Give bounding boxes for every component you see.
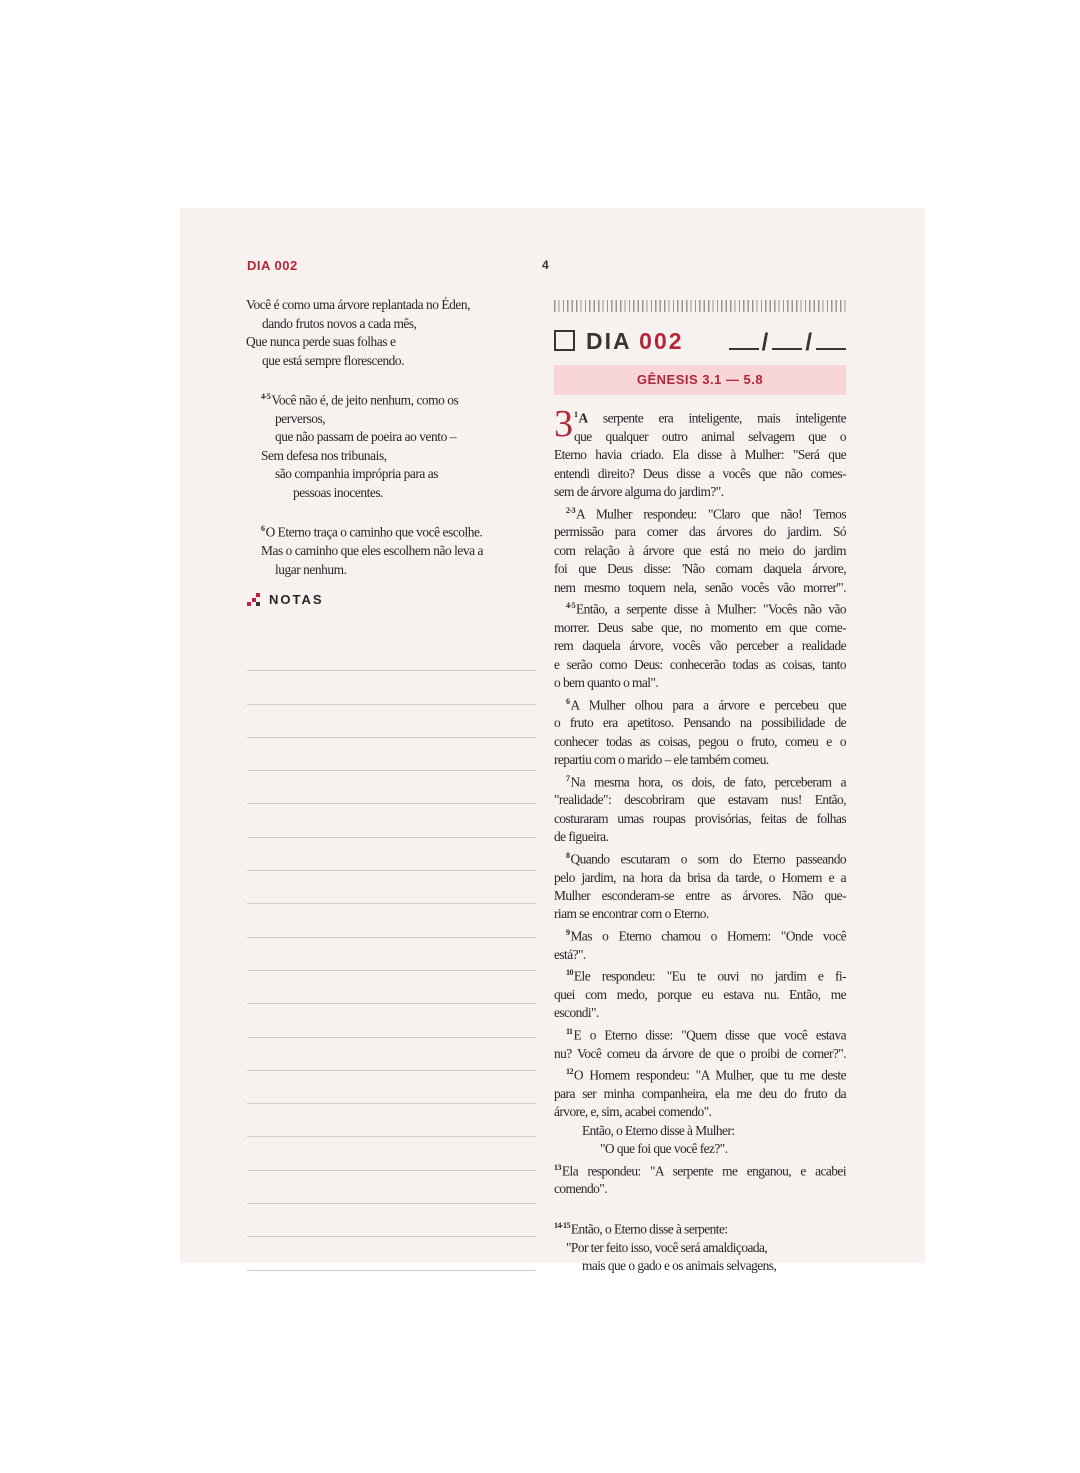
book-page — [180, 208, 925, 1274]
verse-number: 12 — [566, 1067, 573, 1077]
date-separator: / — [805, 329, 813, 356]
text-line — [554, 751, 846, 769]
verse-text: morrer. Deus sabe que, no momento em que come- — [554, 619, 846, 635]
verse-number: 13 — [554, 1162, 561, 1172]
verse-text: e serão como Deus: conhecerão todas as coisas, tanto — [554, 656, 846, 672]
date-year-blank[interactable] — [816, 326, 846, 350]
running-head: DIA 002 — [247, 258, 298, 273]
text-line — [554, 619, 846, 637]
verse-text: com relação à árvore que está no meio do jardim — [554, 542, 846, 558]
text-line — [554, 887, 846, 905]
pixel-squares-icon — [247, 593, 261, 607]
text-line — [554, 428, 846, 446]
note-line[interactable] — [247, 938, 536, 971]
verse-text: riam se encontrar com o Eterno. — [554, 906, 709, 922]
date-field — [729, 326, 846, 358]
note-line[interactable] — [247, 904, 536, 937]
verse-text: rem daquela árvore, vocês vão perceber a realidade — [554, 638, 846, 654]
verse-text: permissão para comer das árvores do jardim. Só — [554, 524, 846, 540]
verse-text: costuraram umas roupas provisórias, feitas de folhas — [554, 810, 846, 826]
text-line — [554, 637, 846, 655]
genesis-text — [554, 403, 846, 1276]
notes-lines[interactable] — [247, 638, 536, 1271]
text-line — [554, 560, 846, 578]
verse-text: sem de árvore alguma do jardim?". — [554, 484, 724, 500]
verse-line: Que nunca perde suas folhas e — [246, 334, 396, 349]
text-line — [554, 1063, 846, 1085]
verse-text: Então, a serpente disse à Mulher: "Vocês não vão — [576, 601, 846, 617]
reading-reference: GÊNESIS 3.1 — 5.8 — [554, 365, 846, 395]
verse-line — [261, 388, 536, 410]
verse-text: nem mesmo toquem nela, senão vocês vão morrer'". — [554, 579, 846, 595]
verse-number: 2-3 — [566, 505, 576, 515]
verse-number: 11 — [566, 1026, 573, 1036]
verse-text: Na mesma hora, os dois, de fato, perceberam a — [570, 774, 846, 790]
ruler-decoration — [554, 300, 846, 312]
verse-text: nu? Você comeu da árvore de que o proibi de comer?". — [554, 1045, 846, 1061]
text-line — [554, 714, 846, 732]
verse-text: árvore, e, sim, acabei comendo". — [554, 1104, 712, 1120]
note-line[interactable] — [247, 1071, 536, 1104]
verse-line: Mas o caminho que eles escolhem não leva a — [261, 543, 484, 559]
text-line — [554, 1180, 846, 1198]
page-number: 4 — [542, 258, 549, 272]
text-line — [554, 502, 846, 524]
text-line — [554, 847, 846, 869]
verse-number: 14-15 — [554, 1220, 570, 1230]
stanza-1 — [246, 296, 536, 370]
verse-number: 1 — [574, 410, 578, 419]
verse-line — [261, 520, 536, 542]
verse-text: "Por ter feito isso, você será amaldiçoada, — [566, 1239, 768, 1255]
verse-text: A Mulher respondeu: "Claro que não! Temos — [576, 505, 846, 521]
text-line — [554, 924, 846, 946]
text-line — [554, 597, 846, 619]
date-day-blank[interactable] — [729, 326, 759, 350]
note-line[interactable] — [247, 1104, 536, 1137]
text-line — [554, 542, 846, 560]
verse-text: pelo jardim, na hora da brisa da tarde, o Homem e a — [554, 869, 846, 885]
text-line — [554, 1004, 846, 1022]
note-line[interactable] — [247, 838, 536, 871]
note-line[interactable] — [247, 804, 536, 837]
verse-line: perversos, — [275, 410, 326, 426]
verse-text: quei com medo, porque eu estava nu. Então, me — [554, 986, 846, 1002]
stanza-2 — [246, 388, 536, 502]
day-number: 002 — [639, 328, 684, 354]
text-line — [554, 946, 846, 964]
note-line[interactable] — [247, 638, 536, 671]
text-line — [554, 869, 846, 887]
verse-number: 7 — [566, 773, 570, 783]
verse-line: dando frutos novos a cada mês, — [262, 315, 417, 331]
day-word: DIA — [586, 328, 631, 354]
verse-text: Quando escutaram o som do Eterno passeando — [570, 851, 846, 867]
note-line[interactable] — [247, 738, 536, 771]
verse-line: que não passam de poeira ao vento – — [275, 429, 456, 445]
text-line — [554, 674, 846, 692]
verse-text: comendo". — [554, 1181, 607, 1197]
verse-text: o bem quanto o mal". — [554, 675, 659, 691]
notes-title: NOTAS — [269, 592, 324, 607]
text-line — [554, 828, 846, 846]
day-complete-checkbox[interactable] — [554, 330, 575, 351]
psalm-text — [246, 296, 536, 579]
text-line — [554, 656, 846, 674]
verse-number: 4-5 — [566, 601, 576, 610]
text-line — [554, 523, 846, 541]
verse-text: foi que Deus disse: 'Não comam daquela árvore, — [554, 561, 846, 577]
verse-text: E o Eterno disse: "Quem disse que você estava — [573, 1027, 846, 1043]
text-line — [554, 446, 846, 464]
text-line — [554, 1159, 846, 1181]
verse-number: 9 — [566, 927, 570, 937]
verse-text: repartiu com o marido – ele também comeu. — [554, 752, 769, 768]
stanza-3 — [246, 520, 536, 579]
verse-text: conhecer todas as coisas, pegou o fruto, comeu e o — [554, 733, 846, 749]
verse-text: Então, o Eterno disse à serpente: — [570, 1221, 728, 1237]
text-line — [554, 693, 846, 715]
text-line — [554, 770, 846, 792]
verse-text: Então, o Eterno disse à Mulher: — [582, 1122, 735, 1138]
text-line — [554, 1217, 846, 1239]
verse-text: Ele respondeu: "Eu te ouvi no jardim e fi- — [573, 968, 846, 984]
verse-number: 10 — [566, 968, 573, 978]
text-line — [554, 1023, 846, 1045]
date-separator: / — [761, 329, 770, 356]
text-line — [554, 1140, 846, 1158]
text-line — [554, 579, 846, 597]
text-line — [554, 964, 846, 986]
note-line[interactable] — [247, 1004, 536, 1037]
verse-line: que está sempre florescendo. — [262, 352, 405, 368]
paragraph-gap — [554, 1199, 846, 1217]
verse-number: 6 — [566, 696, 570, 706]
chapter-number: 3 — [554, 403, 573, 445]
verse-number: 6 — [261, 524, 265, 534]
note-line[interactable] — [247, 1038, 536, 1071]
verse-line: Sem defesa nos tribunais, — [261, 447, 387, 463]
note-line[interactable] — [247, 1171, 536, 1204]
text-line — [554, 1045, 846, 1063]
verse-text: Eterno havia criado. Ela disse à Mulher: "Será que — [554, 447, 846, 463]
note-line[interactable] — [247, 771, 536, 804]
verse-text: de figueira. — [554, 829, 609, 845]
text-line — [554, 1239, 846, 1257]
text-line — [554, 1257, 846, 1275]
verse-line: são companhia imprópria para as — [275, 466, 439, 482]
note-line[interactable] — [247, 1237, 536, 1270]
verse-text: que qualquer outro animal selvagem que o — [574, 428, 846, 444]
note-line[interactable] — [247, 671, 536, 704]
verse-text: Ela respondeu: "A serpente me enganou, e acabei — [561, 1163, 846, 1178]
text-line — [554, 1085, 846, 1103]
note-line[interactable] — [247, 971, 536, 1004]
text-line — [554, 1122, 846, 1140]
note-line[interactable] — [247, 705, 536, 738]
verse-text: Mas o Eterno chamou o Homem: "Onde você — [570, 928, 846, 944]
verse-number: 8 — [566, 850, 570, 860]
date-month-blank[interactable] — [772, 326, 802, 350]
note-line[interactable] — [247, 871, 536, 904]
note-line[interactable] — [247, 1137, 536, 1170]
verse-text: O Homem respondeu: "A Mulher, que tu me deste — [573, 1067, 846, 1083]
day-header — [554, 326, 846, 356]
verse-text: serpente era inteligente, mais inteligente — [587, 410, 846, 426]
verse-line: lugar nenhum. — [275, 561, 347, 577]
verse-text: "realidade": descobriram que estavam nus! Então, — [554, 792, 846, 808]
verse-text: está?". — [554, 946, 586, 962]
text-line — [554, 483, 846, 501]
text-line — [554, 733, 846, 751]
notes-heading — [247, 592, 324, 607]
verse-text: o fruto era apetitoso. Pensando na possibilidade de — [554, 715, 846, 731]
text-line — [554, 1103, 846, 1121]
verse-line: Você é como uma árvore replantada no Éden, — [246, 297, 471, 312]
verse-text: entendi direito? Deus disse a vocês que não comes- — [554, 465, 846, 481]
verse-text: Mulher esconderam-se entre as árvores. Não que- — [554, 887, 846, 903]
verse-text: A Mulher olhou para a árvore e percebeu que — [570, 696, 846, 712]
day-label — [586, 326, 684, 356]
verse-text: para ser minha companheira, ela me deu do fruto da — [554, 1085, 846, 1101]
verse-text: mais que o gado e os animais selvagens, — [582, 1258, 777, 1274]
verse-number: 4-5 — [261, 392, 271, 401]
text-line — [554, 905, 846, 923]
verse-line: pessoas inocentes. — [293, 484, 384, 500]
text-line — [554, 465, 846, 483]
verse-text: escondi". — [554, 1005, 599, 1021]
verse-text: "O que foi que você fez?". — [600, 1141, 728, 1157]
text-line — [554, 810, 846, 828]
text-line — [554, 791, 846, 809]
chapter-first-word: A — [578, 410, 588, 426]
note-line[interactable] — [247, 1204, 536, 1237]
text-line — [554, 986, 846, 1004]
verse-text: Você não é, de jeito nenhum, como os — [271, 392, 459, 408]
verse-text: O Eterno traça o caminho que você escolhe. — [265, 524, 483, 540]
